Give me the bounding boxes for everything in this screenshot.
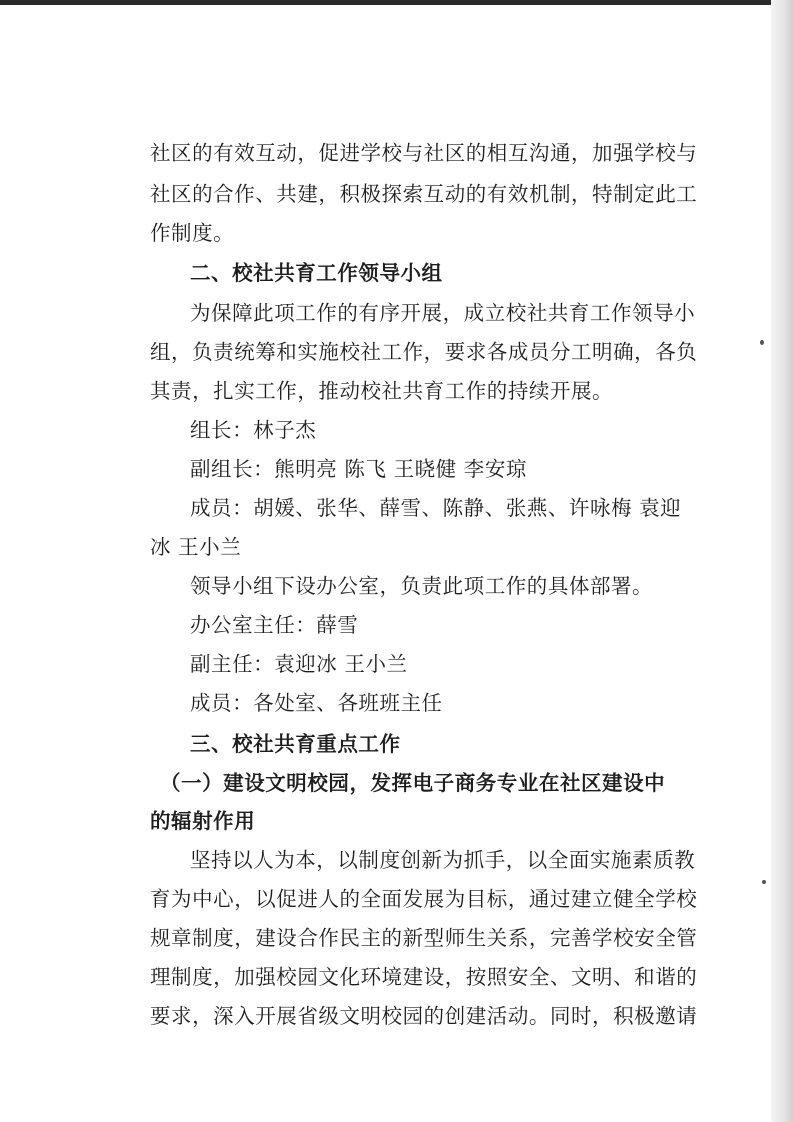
section-3-para-line-5: 要求，深入开展省级文明校园的创建活动。同时，积极邀请	[150, 1004, 698, 1028]
section-3-heading: 三、校社共育重点工作	[190, 732, 401, 756]
section-3-para-line-2: 育为中心，以促进人的全面发展为目标，通过建立健全学校	[150, 887, 698, 911]
section-2-para-line-3: 其责，扎实工作，推动校社共育工作的持续开展。	[150, 379, 614, 403]
office-deputy: 副主任：袁迎冰 王小兰	[190, 652, 408, 676]
intro-line-1: 社区的有效互动，促进学校与社区的相互沟通，加强学校与	[150, 141, 698, 165]
section-2-para-line-2: 组，负责统筹和实施校社工作，要求各成员分工明确，各负	[150, 340, 698, 364]
group-members-line-2: 冰 王小兰	[150, 535, 242, 559]
office-members: 成员：各处室、各班班主任	[190, 691, 443, 715]
intro-line-2: 社区的合作、共建，积极探索互动的有效机制，特制定此工	[150, 182, 698, 206]
section-3-para-line-3: 规章制度，建设合作民主的新型师生关系，完善学校安全管	[150, 926, 698, 950]
section-3-subheading-line-1: （一）建设文明校园，发挥电子商务专业在社区建设中	[160, 771, 666, 795]
group-members-line-1: 成员：胡媛、张华、薛雪、陈静、张燕、许咏梅 袁迎	[190, 496, 682, 520]
office-director: 办公室主任：薛雪	[190, 613, 359, 637]
section-2-heading: 二、校社共育工作领导小组	[190, 261, 443, 285]
office-note: 领导小组下设办公室，负责此项工作的具体部署。	[190, 574, 654, 598]
group-deputy-leaders: 副组长：熊明亮 陈飞 王晓健 李安琼	[190, 457, 527, 481]
group-leader: 组长：林子杰	[190, 418, 317, 442]
section-3-para-line-1: 坚持以人为本，以制度创新为抓手，以全面实施素质教	[190, 848, 696, 872]
intro-line-3: 作制度。	[150, 221, 235, 245]
section-3-subheading-line-2: 的辐射作用	[150, 809, 256, 833]
section-3-para-line-4: 理制度，加强校园文化环境建设，按照安全、文明、和谐的	[150, 965, 698, 989]
section-2-para-line-1: 为保障此项工作的有序开展，成立校社共育工作领导小	[190, 301, 696, 325]
